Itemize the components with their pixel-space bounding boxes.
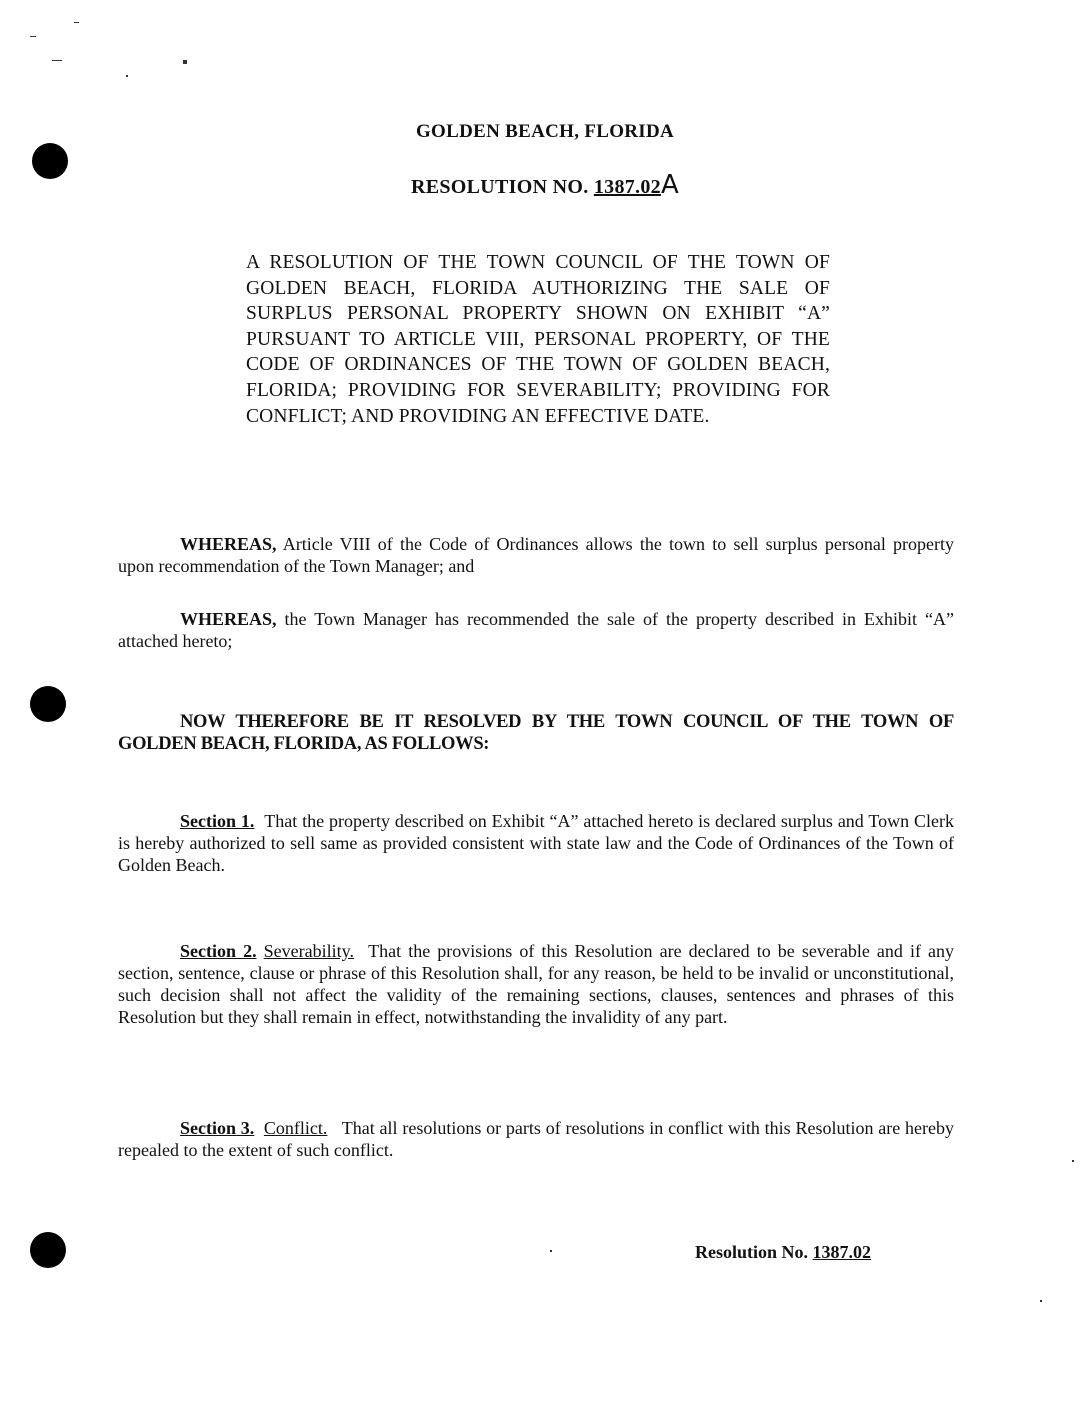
section-heading: Section 3. (180, 1118, 255, 1138)
whereas-lead: WHEREAS, (180, 609, 277, 629)
scan-speck (550, 1250, 552, 1252)
resolution-number: 1387.02 (593, 176, 661, 198)
footer-number: 1387.02 (812, 1242, 872, 1262)
whereas-text: the Town Manager has recommended the sale of the property described in Exhibit “A” attached hereto; (118, 609, 954, 651)
section-text: That the provisions of this Resolution are declared to be severable and if any section, sentence, clause or phrase of this Resolution shall, for any reason, be held to be invalid or unconstitutional, such decision shall not affect the validity of the remaining sections, clauses, sentences and phrases of this Resolution but they shall remain in effect, notwithstanding the invalidity of any part. (118, 941, 955, 1027)
section-heading: Section 2. (180, 941, 257, 961)
scan-speck (1040, 1300, 1042, 1302)
scan-speck (74, 22, 79, 23)
scan-speck (52, 60, 62, 61)
section-subheading: Conflict. (263, 1118, 328, 1138)
footer-label: Resolution No. (695, 1242, 809, 1262)
municipality-heading: GOLDEN BEACH, FLORIDA (415, 121, 675, 142)
whereas-clause-1 (118, 533, 954, 577)
resolution-abstract: A RESOLUTION OF THE TOWN COUNCIL OF THE TOWN OF GOLDEN BEACH, FLORIDA AUTHORIZING THE SALE OF SURPLUS PERSONAL PROPERTY SHOWN ON EXHIBIT “A” PURSUANT TO ARTICLE VIII, PERSONAL PROPERTY, OF THE CODE OF ORDINANCES OF THE TOWN OF GOLDEN BEACH, FLORIDA; PROVIDING FOR SEVERABILITY; PROVIDING FOR CONFLICT; AND PROVIDING AN EFFECTIVE DATE. (246, 252, 830, 427)
handwritten-suffix: A (660, 170, 680, 200)
section-2 (118, 940, 954, 1028)
section-subheading: Severability. (263, 941, 354, 961)
scan-speck (30, 36, 36, 37)
footer-resolution-number (695, 1242, 887, 1263)
whereas-clause-2 (118, 608, 954, 652)
section-heading: Section 1. (180, 811, 255, 831)
resolved-clause (118, 711, 954, 755)
section-text: That all resolutions or parts of resolutions in conflict with this Resolution are hereby repealed to the extent of such conflict. (118, 1118, 954, 1160)
punch-hole-middle (30, 686, 66, 722)
punch-hole-bottom (30, 1232, 66, 1268)
section-1 (118, 810, 954, 876)
resolution-title (0, 170, 1090, 200)
scan-speck (183, 60, 187, 64)
section-3 (118, 1117, 954, 1161)
scan-speck (1072, 1160, 1074, 1162)
resolution-label: RESOLUTION NO. (410, 176, 589, 198)
whereas-text: Article VIII of the Code of Ordinances allows the town to sell surplus personal property upon recommendation of the Town Manager; and (118, 534, 954, 576)
scan-speck (126, 75, 128, 77)
whereas-lead: WHEREAS, (180, 534, 277, 554)
section-text: That the property described on Exhibit “A” attached hereto is declared surplus and Town Clerk is hereby authorized to sell same as provided consistent with state law and the Code of Ordinances of the Town of Golden Beach. (118, 811, 955, 875)
resolved-text: NOW THEREFORE BE IT RESOLVED BY THE TOWN COUNCIL OF THE TOWN OF GOLDEN BEACH, FLORIDA, AS FOLLOWS: (118, 712, 954, 754)
